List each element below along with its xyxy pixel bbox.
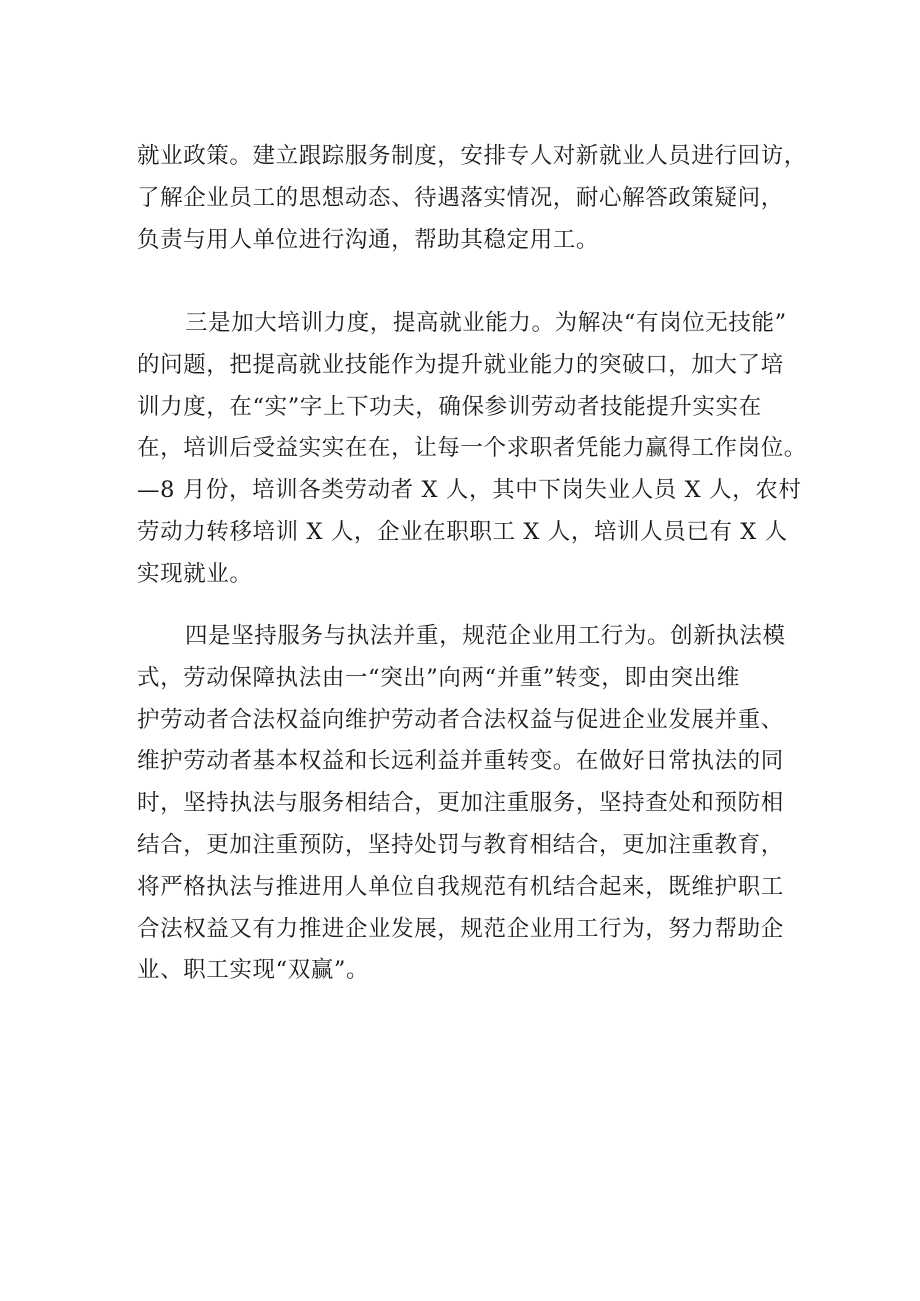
paragraph-line: 了解企业员工的思想动态、待遇落实情况，耐心解答政策疑问，	[137, 184, 784, 211]
paragraph-line: 三是加大培训力度，提高就业能力。为解决“有岗位无技能”	[185, 310, 787, 336]
paragraph-line: 负责与用人单位进行沟通，帮助其稳定用工。	[137, 226, 600, 253]
paragraph-law-enforcement	[137, 616, 797, 992]
paragraph-line: 训力度，在“实”字上下功夫，确保参训劳动者技能提升实实在	[137, 393, 762, 420]
paragraph-line: 在，培训后受益实实在在，让每一个求职者凭能力赢得工作岗位。	[137, 435, 807, 462]
paragraph-line: 实现就业。	[137, 560, 253, 587]
paragraph-line: 结合，更加注重预防，坚持处罚与教育相结合，更加注重教育，	[137, 831, 784, 858]
paragraph-line: —8 月份，培训各类劳动者 X 人，其中下岗失业人员 X 人，农村	[137, 477, 802, 504]
paragraph-line: 式，劳动保障执法由一“突出”向两“并重”转变，即由突出维	[137, 664, 740, 691]
paragraph-line: 维护劳动者基本权益和长远利益并重转变。在做好日常执法的同	[137, 748, 784, 775]
paragraph-line: 劳动力转移培训 X 人，企业在职职工 X 人，培训人员已有 X 人	[137, 518, 788, 545]
paragraph-line: 将严格执法与推进用人单位自我规范有机结合起来，既维护职工	[137, 873, 784, 900]
paragraph-line: 护劳动者合法权益向维护劳动者合法权益与促进企业发展并重、	[137, 706, 784, 733]
paragraph-line: 合法权益又有力推进企业发展，规范企业用工行为，努力帮助企	[137, 915, 784, 942]
paragraph-followup-service	[137, 136, 807, 261]
paragraph-line: 业、职工实现“双赢”。	[137, 957, 370, 984]
paragraph-line: 四是坚持服务与执法并重，规范企业用工行为。创新执法模	[185, 623, 786, 649]
paragraph-training	[137, 303, 807, 596]
paragraph-line: 就业政策。建立跟踪服务制度，安排专人对新就业人员进行回访，	[137, 143, 807, 169]
paragraph-line: 的问题，把提高就业技能作为提升就业能力的突破口，加大了培	[137, 351, 784, 378]
paragraph-line: 时，坚持执法与服务相结合，更加注重服务，坚持查处和预防相	[137, 790, 784, 817]
